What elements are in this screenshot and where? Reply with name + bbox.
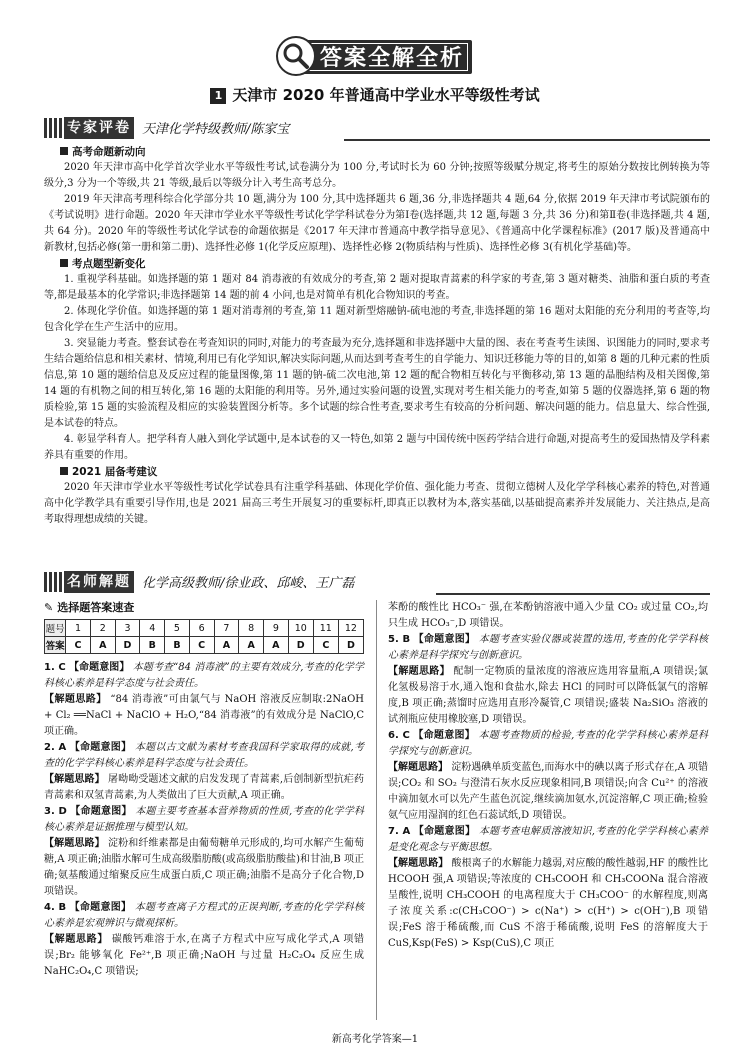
section-divider-line	[436, 593, 710, 595]
table-cell: C	[66, 637, 91, 654]
section-author: 天津化学特级教师/陈家宝	[142, 122, 290, 137]
q6-intent: 6. C 【命题意图】 本题考查物质的检验,考查的化学学科核心素养是科学探究与创新意识。	[388, 730, 708, 757]
header-banner	[276, 36, 472, 76]
table-cell: C	[189, 637, 214, 654]
table-cell: 12	[338, 620, 363, 637]
q5-intent: 5. B 【命题意图】 本题考查实验仪器或装置的选用,考查的化学学科核心素养是科学探究与创新意识。	[388, 634, 709, 661]
para-2: 2019 年天津高考理科综合化学部分共 10 题,满分为 100 分,其中选择题共 6 题,36 分,非选择题共 4 题,64 分,依据 2019 年天津市考试院颁布的《考试说明》进行命题。2020 年天津市学业水平等级性考试化学学科试卷分为第Ⅰ卷(选择题,共 12 题,每题 3 分,共 36 分)和第Ⅱ卷(非选择题,共 4 题,共 64 分)。2020 年的等级性考试化学试卷的命题依据是《2017 年天津市普通高中教学指导意见》、《普通高中化学课程标准》(2017 版)及普通高中新教材,包括必修(第一册和第二册)、选择性必修 1(化学反应原理)、选择性必修 2(物质结构与性质)、选择性必修 3(有机化学基础)等。	[44, 194, 710, 253]
q6-solution: 【解题思路】 淀粉遇碘单质变蓝色,而海水中的碘以离子形式存在,A 项错误;CO₂ 和 SO₂ 与澄清石灰水反应现象相同,B 项错误;向含 Cu²⁺ 的溶液中滴加氨水可以先产生蓝色沉淀,继续滴加氨水,沉淀溶解,C 项正确;检验氨气应用湿润的红色石蕊试纸,D 项错误。	[388, 762, 708, 821]
section-stripes-decoration	[44, 572, 62, 592]
table-cell: B	[165, 637, 190, 654]
answer-table	[44, 619, 364, 654]
table-cell: D	[288, 637, 313, 654]
table-cell: 4	[140, 620, 165, 637]
table-cell: 1	[66, 620, 91, 637]
q7-intent: 7. A 【命题意图】 本题考查电解质溶液知识,考查的化学学科核心素养是变化观念与平衡思想。	[388, 826, 708, 853]
q3-solution: 【解题思路】 淀粉和纤维素都是由葡萄糖单元形成的,均可水解产生葡萄糖,A 项正确;油脂水解可生成高级脂肪酸(或高级脂肪酸盐)和甘油,B 项正确;氨基酸通过缩聚反应生成蛋白质,C 项正确;油脂不是高分子化合物,D 项错误。	[44, 838, 364, 897]
para-4: 2. 体现化学价值。如选择题的第 1 题对消毒剂的考查,第 11 题对新型熔融钠-硫电池的考查,非选择题的第 16 题对太阳能的充分利用的考查等,均包含化学在生产生活中的应用。	[44, 306, 710, 333]
para-6: 4. 彰显学科育人。把学科育人融入到化学试题中,是本试卷的又一特色,如第 2 题与中国传统中医药学结合进行命题,对提高考生的爱国热情及学科素养具有重要的作用。	[44, 434, 710, 461]
table-row-label: 题号	[45, 620, 66, 637]
q4-continued: 苯酚的酸性比 HCO₃⁻ 强,在苯酚钠溶液中通入少量 CO₂ 或过量 CO₂,均只生成 HCO₃⁻,D 项错误。	[388, 602, 708, 629]
subhead-trends: 高考命题新动向	[44, 144, 710, 160]
q4-solution: 【解题思路】 碳酸钙难溶于水,在离子方程式中应写成化学式,A 项错误;Br₂ 能够氧化 Fe²⁺,B 项正确;NaOH 与过量 H₂C₂O₄ 反应生成 NaHC₂O₄,C 项错误;	[44, 934, 365, 977]
q3-intent: 3. D 【命题意图】 本题主要考查基本营养物质的性质,考查的化学学科核心素养是证据推理与模型认知。	[44, 806, 364, 833]
para-5: 3. 突显能力考查。整套试卷在考查知识的同时,对能力的考查最为充分,选择题和非选择题中大量的图、表在考查考生读图、识图能力的同时,要求考生结合题给信息和相关素材、情境,利用已有化学知识,解决实际问题,从而达到考查考生的自学能力、知识迁移能力等的目的,如第 8 题的几种元素的性质信息,第 10 题的题给信息及反应过程的能量图像,第 11 题的钠-硫二次电池,第 12 题的配合物相互转化与平衡移动,第 13 题的晶胞结构及相关图像,第 14 题的有机物之间的相互转化,第 16 题的太阳能的利用等。另外,通过实验问题的设置,实现对考生相关能力的考查,如第 5 题的仪器选择,第 6 题的物质检验,第 15 题的实验流程及相应的实验装置图分析等。多个试题的综合性考查,要求考生有较高的分析问题、解决问题的能力。信息量大、综合性强,是本试卷的特点。	[44, 338, 710, 429]
table-cell: 2	[90, 620, 115, 637]
right-column	[388, 600, 708, 952]
magnifier-icon	[276, 36, 316, 76]
exam-number: 1	[210, 88, 226, 104]
table-cell: 3	[115, 620, 140, 637]
table-cell: A	[214, 637, 239, 654]
table-cell: C	[313, 637, 338, 654]
answer-table-numbers	[45, 620, 364, 637]
q1-solution: 【解题思路】 “84 消毒液”可由氯气与 NaOH 溶液反应制取:2NaOH + Cl₂ ══NaCl + NaClO + H₂O,“84 消毒液”的有效成分是 NaClO,C 项正确。	[44, 694, 364, 737]
subhead-advice: 2021 届备考建议	[44, 464, 710, 480]
banner-title: 答案全解全析	[320, 46, 465, 71]
subhead-changes: 考点题型新变化	[44, 256, 710, 272]
section-label: 名师解题	[64, 571, 134, 593]
para-7: 2020 年天津市学业水平等级性考试化学试卷具有注重学科基础、体现化学价值、强化能力考查、贯彻立德树人及化学学科核心素养的特色,对普通高中化学教学具有重要引导作用,也是 2021 届高三考生开展复习的重要标杆,即真正以教材为本,落实基础,以基础提高素养并发展能力、关注热点,是高考取得理想成绩的关键。	[44, 482, 710, 525]
expert-review-body	[44, 144, 710, 528]
q7-solution: 【解题思路】 酸根离子的水解能力越弱,对应酸的酸性越弱,HF 的酸性比 HCOOH 强,A 项错误;等浓度的 CH₃COOH 和 CH₃COONa 混合溶液呈酸性,说明 CH₃COOH 的电离程度大于 CH₃COO⁻ 的水解程度,则离子浓度关系:c(CH₃COO⁻) > c(Na⁺) > c(H⁺) > c(OH⁻),B 项错误;FeS 溶于稀硫酸,而 CuS 不溶于稀硫酸,说明 FeS 的溶解度大于 CuS,Ksp(FeS) > Ksp(CuS),C 项正	[388, 858, 708, 949]
table-cell: A	[263, 637, 288, 654]
para-3: 1. 重视学科基础。如选择题的第 1 题对 84 消毒液的有效成分的考查,第 2 题对提取青蒿素的科学家的考查,第 3 题对糖类、油脂和蛋白质的考查等,都是最基本的化学常识;非选择题第 14 题的前 4 小问,也是对简单有机化合物知识的考查。	[44, 274, 710, 301]
q5-solution: 【解题思路】 配制一定物质的量浓度的溶液应选用容量瓶,A 项错误;氯化氢极易溶于水,通入饱和食盐水,除去 HCl 的同时可以降低氯气的溶解度,B 项正确;蒸馏时应选用直形冷凝管,C 项错误;盛装 Na₂SiO₃ 溶液的试剂瓶应使用橡胶塞,D 项错误。	[388, 666, 709, 725]
table-cell: A	[90, 637, 115, 654]
table-cell: A	[239, 637, 264, 654]
section-label: 专家评卷	[64, 117, 134, 139]
section-author: 化学高级教师/徐业政、邱峻、王广磊	[142, 576, 355, 591]
column-divider	[376, 600, 377, 1020]
table-cell: D	[115, 637, 140, 654]
table-cell: 7	[214, 620, 239, 637]
table-cell: 6	[189, 620, 214, 637]
table-cell: 10	[288, 620, 313, 637]
table-row-label: 答案	[45, 637, 66, 654]
table-cell: 9	[263, 620, 288, 637]
page-footer: 新高考化学答案—1	[331, 1034, 419, 1045]
q4-intent: 4. B 【命题意图】 本题考查离子方程式的正误判断,考查的化学学科核心素养是宏观辨识与微观探析。	[44, 902, 365, 929]
table-cell: 11	[313, 620, 338, 637]
section-teacher-solutions-header	[44, 570, 710, 594]
answer-table-title: ✎ 选择题答案速查	[44, 601, 135, 614]
exam-title	[0, 84, 750, 105]
section-expert-review-header	[44, 116, 710, 140]
para-1: 2020 年天津市高中化学首次学业水平等级性考试,试卷满分为 100 分,考试时长为 60 分钟;按照等级赋分规定,将考生的原始分数按比例转换为等级分,3 分为一个等级,共 21 等级,最后以等级分计入考生高考总分。	[44, 162, 710, 189]
q2-intent: 2. A 【命题意图】 本题以古文献为素材考查我国科学家取得的成就,考查的化学学科核心素养是科学态度与社会责任。	[44, 742, 364, 769]
q1-intent: 1. C 【命题意图】 本题考查“84 消毒液”的主要有效成分,考查的化学学科核心素养是科学态度与社会责任。	[44, 662, 365, 689]
left-column	[44, 600, 364, 980]
table-cell: B	[140, 637, 165, 654]
table-cell: 5	[165, 620, 190, 637]
section-divider-line	[344, 139, 710, 141]
pencil-icon: ✎	[44, 601, 54, 614]
table-cell: D	[338, 637, 363, 654]
table-cell: 8	[239, 620, 264, 637]
q2-solution: 【解题思路】 屠呦呦受题述文献的启发发现了青蒿素,后创制新型抗疟药青蒿素和双氢青蒿素,为人类做出了巨大贡献,A 项正确。	[44, 774, 364, 801]
section-stripes-decoration	[44, 118, 62, 138]
exam-title-text: 天津市 2020 年普通高中学业水平等级性考试	[232, 86, 540, 104]
answer-table-answers	[45, 637, 364, 654]
